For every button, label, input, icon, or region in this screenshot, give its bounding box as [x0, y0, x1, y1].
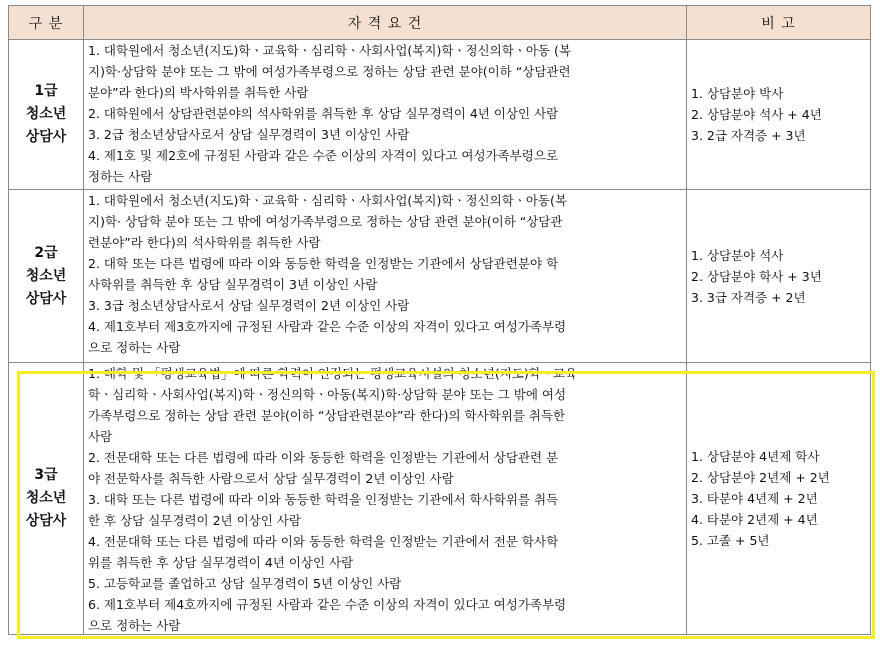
grade-label-line: 청소년 — [25, 106, 67, 122]
remarks-cell — [687, 190, 871, 363]
grade-label-line: 상담사 — [25, 129, 67, 145]
remark-line: 3. 2급 자격증 + 3년 — [691, 128, 806, 143]
grade-cell — [9, 190, 84, 363]
remark-line: 3. 3급 자격증 + 2년 — [691, 289, 806, 305]
requirement-line: 사람 — [88, 429, 113, 444]
table-header-row — [9, 6, 871, 40]
requirement-line: 사학위를 취득한 후 상담 실무경력이 3년 이상인 사람 — [88, 277, 378, 292]
grade-cell — [9, 363, 84, 635]
remark-line: 1. 상담분야 박사 — [691, 86, 784, 101]
remark-line: 2. 상담분야 학사 + 3년 — [691, 268, 822, 284]
requirements-cell — [84, 190, 687, 363]
grade-label-line: 2급 — [34, 244, 58, 261]
requirement-line: 4. 제1호부터 제3호까지에 규정된 사람과 같은 수준 이상의 자격이 있다고 여성가족부령 — [88, 319, 567, 334]
grade-label-line: 상담사 — [25, 513, 67, 529]
requirement-line: 1. 대학원에서 청소년(지도)학ㆍ교육학ㆍ심리학ㆍ사회사업(복지)학ㆍ정신의학ㆍ아동(복 — [88, 193, 567, 208]
requirement-line: 정하는 사람 — [88, 169, 153, 184]
grade-label-line: 3급 — [34, 467, 58, 483]
requirement-line: 2. 대학 또는 다른 법령에 따라 이와 동등한 학력을 인정받는 기관에서 상담관련분야 학 — [88, 256, 559, 271]
remarks-cell — [687, 40, 871, 190]
requirement-line: 1. 대학원에서 청소년(지도)학ㆍ교육학ㆍ심리학ㆍ사회사업(복지)학ㆍ정신의학ㆍ아동 (복 — [88, 43, 571, 58]
header-category: 구 분 — [9, 6, 84, 40]
requirement-line: 3. 3급 청소년상담사로서 상담 실무경력이 2년 이상인 사람 — [88, 298, 410, 313]
table-row — [9, 190, 871, 363]
requirement-line: 4. 제1호 및 제2호에 규정된 사람과 같은 수준 이상의 자격이 있다고 여성가족부령으로 — [88, 148, 559, 163]
table-row — [9, 363, 871, 635]
qualification-document — [8, 5, 870, 635]
requirement-line: 2. 전문대학 또는 다른 법령에 따라 이와 동등한 학력을 인정받는 기관에서 상담관련 분 — [88, 450, 559, 465]
requirement-line: 위를 취득한 후 상담 실무경력이 4년 이상인 사람 — [88, 555, 354, 570]
grade-label-line: 청소년 — [25, 267, 67, 284]
grade-label-line: 상담사 — [25, 290, 67, 307]
grade-label-line: 청소년 — [25, 490, 67, 506]
grade-label-line: 1급 — [34, 83, 58, 99]
remark-line: 4. 타분야 2년제 + 4년 — [691, 512, 818, 527]
requirement-line: 련분야”라 한다)의 석사학위를 취득한 사람 — [88, 235, 321, 250]
requirement-line: 분야”라 한다)의 박사학위를 취득한 사람 — [88, 85, 309, 100]
requirement-line: 으로 정하는 사람 — [88, 340, 181, 355]
requirements-cell — [84, 363, 687, 635]
requirement-line: 야 전문학사를 취득한 사람으로서 상담 실무경력이 2년 이상인 사람 — [88, 471, 454, 486]
remarks-cell — [687, 363, 871, 635]
grade-cell — [9, 40, 84, 190]
requirement-line: 지)학· 상담학 분야 또는 그 밖에 여성가족부령으로 정하는 상담 관련 분야(이하 “상담관 — [88, 214, 563, 229]
requirement-line: 3. 2급 청소년상담사로서 상담 실무경력이 3년 이상인 사람 — [88, 127, 410, 142]
remark-line: 3. 타분야 4년제 + 2년 — [691, 491, 818, 506]
header-requirements: 자 격 요 건 — [84, 6, 687, 40]
requirement-line: 한 후 상담 실무경력이 2년 이상인 사람 — [88, 513, 301, 528]
remark-line: 1. 상담분야 4년제 학사 — [691, 449, 820, 464]
table-row — [9, 40, 871, 190]
qualification-table — [8, 5, 871, 635]
remark-line: 2. 상담분야 2년제 + 2년 — [691, 470, 830, 485]
requirement-line: 지)학·상담학 분야 또는 그 밖에 여성가족부령으로 정하는 상담 관련 분야(이하 “상담관련 — [88, 64, 571, 79]
requirement-line: 1. 대학 및 「평생교육법」에 따른 학력이 인정되는 평생교육시설의 청소년(지도)학ㆍ교육 — [88, 366, 578, 381]
requirement-line: 6. 제1호부터 제4호까지에 규정된 사람과 같은 수준 이상의 자격이 있다고 여성가족부령 — [88, 597, 567, 612]
remark-line: 1. 상담분야 석사 — [691, 247, 784, 263]
requirement-line: 학ㆍ심리학ㆍ사회사업(복지)학ㆍ정신의학ㆍ아동(복지)학·상담학 분야 또는 그 밖에 여성 — [88, 387, 567, 402]
requirement-line: 3. 대학 또는 다른 법령에 따라 이와 동등한 학력을 인정받는 기관에서 학사학위를 취득 — [88, 492, 559, 507]
requirement-line: 5. 고등학교를 졸업하고 상담 실무경력이 5년 이상인 사람 — [88, 576, 402, 591]
requirement-line: 가족부령으로 정하는 상담 관련 분야(이하 “상담관련분야”라 한다)의 학사학위를 취득한 — [88, 408, 566, 423]
requirements-cell — [84, 40, 687, 190]
header-remarks: 비 고 — [687, 6, 871, 40]
requirement-line: 으로 정하는 사람 — [88, 618, 181, 633]
requirement-line: 2. 대학원에서 상담관련분야의 석사학위를 취득한 후 상담 실무경력이 4년 이상인 사람 — [88, 106, 559, 121]
remark-line: 5. 고졸 + 5년 — [691, 533, 770, 548]
remark-line: 2. 상담분야 석사 + 4년 — [691, 107, 822, 122]
requirement-line: 4. 전문대학 또는 다른 법령에 따라 이와 동등한 학력을 인정받는 기관에서 전문 학사학 — [88, 534, 559, 549]
